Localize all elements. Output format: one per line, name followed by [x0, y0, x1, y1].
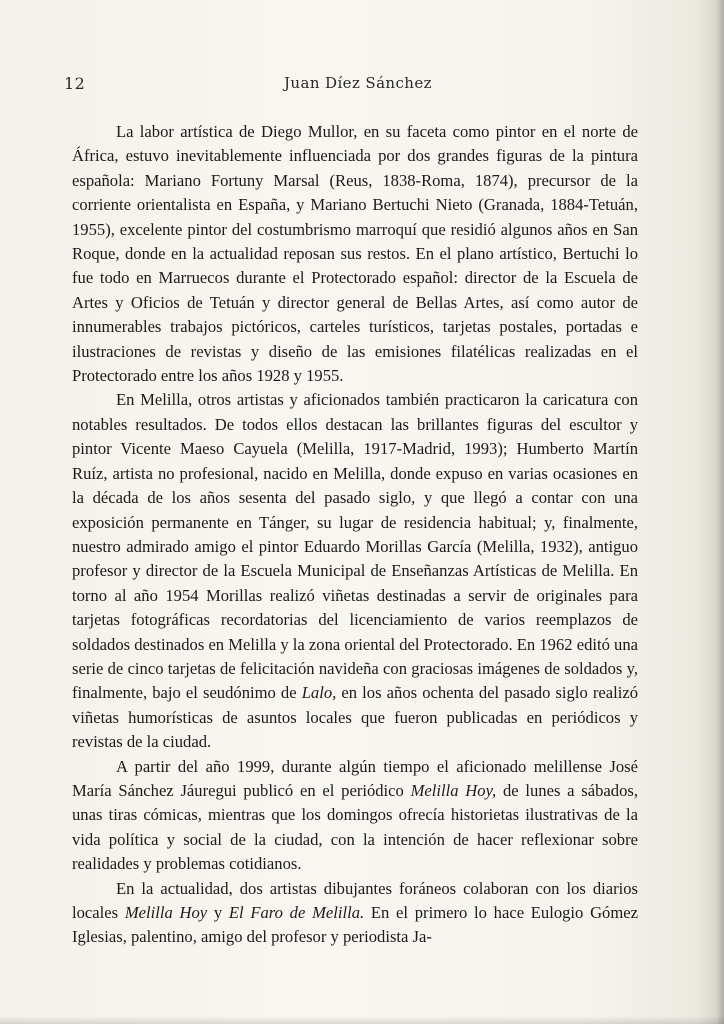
text-segment: La labor artística de Diego Mullor, en su faceta como pintor en el norte de África, estuvo inevitablemente influenciada por dos grandes figuras de la pintura española: Mariano Fortuny Marsal (Reus, 1838-Roma, 1874), precursor de la corriente orientalista en España, y Mariano Bertuchi Nieto (Granada, 1884-Tetuán, 1955), excelente pintor del costumbrismo marroquí que residió algunos años en San Roque, donde en la actualidad reposan sus restos. En el plano artístico, Bertuchi lo fue todo en Marruecos durante el Protectorado español: director de la Escuela de Artes y Oficios de Tetuán y director general de Bellas Artes, así como autor de innumerables trabajos pictóricos, carteles turísticos, tarjetas postales, portadas e ilustraciones de revistas y diseño de las emisiones filatélicas realizadas en el Protectorado entre los años 1928 y 1955.: [72, 122, 638, 386]
italic-newspaper-title: Melilla Hoy: [124, 903, 208, 922]
text-segment: En la actualidad, dos artistas dibujantes foráneos colaboran con los diarios locales: [72, 878, 638, 922]
text-segment: A partir del año 1999, durante algún tiempo el aficionado melillense José María Sánchez Jáuregui publicó en el periódico: [72, 756, 638, 800]
body-text: [72, 120, 638, 950]
italic-newspaper-title: El Faro de Melilla.: [228, 903, 365, 922]
page-edge-shadow: [698, 0, 724, 1024]
running-head: Juan Díez Sánchez: [284, 74, 432, 92]
page-bottom-shadow: [0, 1016, 724, 1024]
italic-newspaper-title: Melilla Hoy,: [410, 780, 497, 800]
paragraph-1: [72, 120, 638, 388]
paragraph-4: [72, 877, 638, 950]
text-segment: En el primero lo hace Eulogio Gómez Iglesias, palentino, amigo del profesor y periodista Ja-: [72, 903, 638, 947]
text-segment: En Melilla, otros artistas y aficionados también practicaron la caricatura con notables resultados. De todos ellos destacan las brillantes figuras del escultor y pintor Vicente Maeso Cayuela (Melilla, 1917-Madrid, 1993); Humberto Martín Ruíz, artista no profesional, nacido en Melilla, donde expuso en varias ocasiones en la década de los años sesenta del pasado siglo, y que llegó a contar con una exposición permanente en Tánger, su lugar de residencia habitual; y, finalmente, nuestro admirado amigo el pintor Eduardo Morillas García (Melilla, 1932), antiguo profesor y director de la Escuela Municipal de Enseñanzas Artísticas de Melilla. En torno al año 1954 Morillas realizó viñetas destinadas a servir de originales para tarjetas fotográficas recordatorias del licenciamiento de varios reemplazos de soldados destinados en Melilla y la zona oriental del Protectorado. En 1962 editó una serie de cinco tarjetas de felicitación navideña con graciosas imágenes de soldados y, finalmente, bajo el seudónimo de: [72, 390, 638, 703]
paragraph-3: [72, 755, 638, 877]
text-segment: en los años ochenta del pasado siglo realizó viñetas humorísticas de asuntos locales que fueron publicadas en periódicos y revistas de la ciudad.: [72, 683, 638, 752]
italic-pseudonym: Lalo,: [301, 683, 337, 703]
page-number: 12: [64, 74, 86, 93]
page-header: [64, 74, 644, 96]
paragraph-2: [72, 388, 638, 754]
text-segment: y: [207, 903, 229, 922]
text-segment: de lunes a sábados, unas tiras cómicas, mientras que los domingos ofrecía historietas ilustrativas de la vida política y social de la ciudad, con la intención de hacer reflexionar sobre realidades y problemas cotidianos.: [72, 780, 638, 874]
